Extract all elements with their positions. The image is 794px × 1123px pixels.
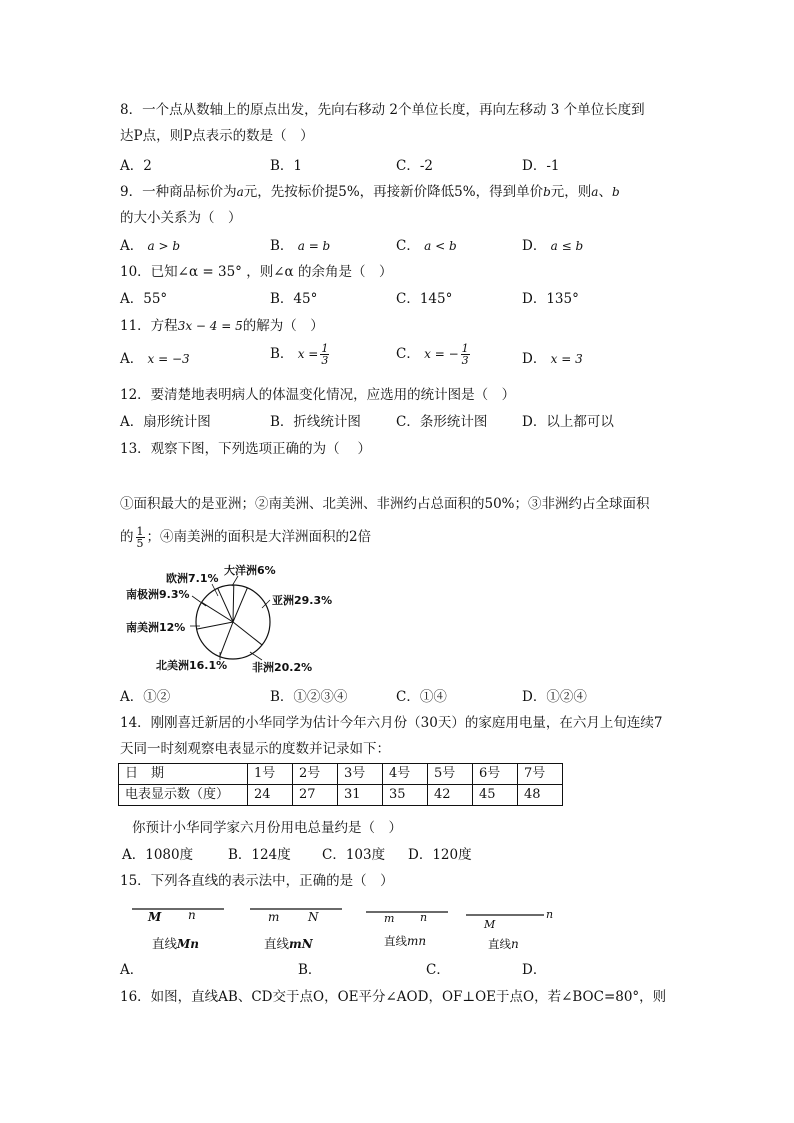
option-label: A． bbox=[120, 351, 144, 367]
option-expr: x = − bbox=[424, 347, 459, 361]
question-10: 10．已知∠α = 35° ，则∠α 的余角是（ ） bbox=[120, 264, 393, 280]
point-label: n bbox=[420, 911, 428, 924]
fraction-denominator: 3 bbox=[461, 354, 469, 367]
option-c[interactable]: C．-2 bbox=[396, 158, 433, 174]
table-header-reading: 电表显示数（度） bbox=[119, 785, 248, 806]
table-cell-reading: 27 bbox=[293, 785, 338, 806]
pie-slice-boundary-south-america bbox=[197, 622, 233, 629]
pie-slice-boundary-asia bbox=[233, 588, 247, 622]
q9-text-b: 元，先按标价提5%，再接新价降低5%，得到单价 bbox=[243, 184, 544, 200]
table-cell-day: 1号 bbox=[248, 764, 293, 785]
option-a[interactable]: A．①② bbox=[120, 689, 171, 705]
option-label: D． bbox=[522, 238, 547, 254]
figure-caption bbox=[384, 933, 426, 949]
table-cell-reading: 48 bbox=[518, 785, 563, 806]
option-b[interactable]: B．折线统计图 bbox=[270, 414, 361, 430]
option-d[interactable]: D．①②④ bbox=[522, 689, 587, 705]
option-d[interactable]: D． bbox=[522, 962, 547, 978]
fraction bbox=[320, 343, 329, 366]
pie-label-oceania: 大洋洲6% bbox=[224, 564, 276, 577]
table-cell-reading: 35 bbox=[383, 785, 428, 806]
option-expr: x = 3 bbox=[550, 352, 583, 366]
caption-text: 直线 bbox=[488, 937, 511, 951]
point-label: n bbox=[546, 908, 554, 921]
option-label: A． bbox=[120, 238, 144, 254]
table-header-date: 日 期 bbox=[119, 764, 248, 785]
question-14-prompt: 你预计小华同学家六月份用电总量约是（ ） bbox=[132, 820, 402, 836]
option-c[interactable] bbox=[396, 343, 472, 366]
table-cell-day: 5号 bbox=[428, 764, 473, 785]
line-icon bbox=[130, 902, 230, 922]
question-13: 13．观察下图，下列选项正确的为（ ） bbox=[120, 441, 371, 457]
fraction bbox=[136, 526, 145, 549]
option-d[interactable]: D．以上都可以 bbox=[522, 414, 614, 430]
q9-var-a: a bbox=[236, 185, 244, 199]
caption-text: 直线 bbox=[384, 934, 407, 948]
q9-text-a: 9．一种商品标价为 bbox=[120, 184, 237, 200]
option-a[interactable] bbox=[120, 349, 190, 369]
pie-leader-africa bbox=[250, 652, 262, 660]
fraction bbox=[461, 343, 470, 366]
q9-var-a2: a bbox=[591, 185, 599, 199]
question-9 bbox=[120, 182, 680, 228]
q11-text-b: 的解为（ ） bbox=[242, 318, 324, 334]
option-expr: a = b bbox=[297, 239, 331, 253]
pie-label-north-america: 北美洲16.1% bbox=[156, 659, 228, 672]
table-cell-day: 2号 bbox=[293, 764, 338, 785]
question-14-line1: 14．刚刚喜迁新居的小华同学为估计今年六月份（30天）的家庭用电量，在六月上旬连续7 bbox=[120, 715, 663, 731]
option-b[interactable]: B．1 bbox=[270, 158, 303, 174]
table-cell-reading: 24 bbox=[248, 785, 293, 806]
question-13-options bbox=[120, 687, 680, 707]
pie-label-europe: 欧洲7.1% bbox=[166, 572, 219, 585]
q9-var-b: b bbox=[543, 185, 551, 199]
option-label: B． bbox=[270, 346, 294, 362]
table-cell-reading: 45 bbox=[473, 785, 518, 806]
pie-label-asia: 亚洲29.3% bbox=[272, 594, 333, 607]
point-label: M bbox=[484, 918, 496, 931]
option-c[interactable]: C． bbox=[426, 962, 450, 978]
point-label: n bbox=[188, 908, 196, 922]
question-11 bbox=[120, 316, 680, 336]
table-cell-reading: 31 bbox=[338, 785, 383, 806]
option-c[interactable]: C．103度 bbox=[322, 847, 386, 863]
option-expr: a > b bbox=[147, 239, 181, 253]
point-label: N bbox=[308, 910, 319, 924]
question-12: 12．要清楚地表明病人的体温变化情况，应选用的统计图是（ ） bbox=[120, 387, 516, 403]
caption-var: mn bbox=[407, 934, 427, 948]
caption-var: n bbox=[511, 937, 519, 951]
q9-var-b2: b bbox=[611, 185, 620, 199]
q13-prefix: 的 bbox=[120, 529, 134, 545]
table-row bbox=[119, 764, 563, 785]
table-row bbox=[119, 785, 563, 806]
option-label: B． bbox=[270, 238, 294, 254]
table-cell-reading: 42 bbox=[428, 785, 473, 806]
option-expr: a ≤ b bbox=[550, 239, 584, 253]
question-16: 16．如图，直线AB、CD交于点O，OE平分∠AOD，OF⊥OE于点O，若∠BOC=80°，则 bbox=[120, 989, 667, 1005]
pie-leader-europe bbox=[212, 584, 218, 596]
fraction-numerator: 1 bbox=[461, 342, 469, 355]
line-figure-d[interactable] bbox=[464, 908, 564, 952]
question-8 bbox=[120, 100, 680, 146]
option-c[interactable]: C．145° bbox=[396, 291, 453, 307]
option-d[interactable] bbox=[522, 349, 583, 369]
q13-suffix: ；④南美洲的面积是大洋洲面积的2倍 bbox=[146, 529, 372, 545]
line-figure-c[interactable] bbox=[364, 906, 454, 950]
caption-text: 直线 bbox=[152, 936, 178, 951]
option-a[interactable]: A．1080度 bbox=[122, 847, 194, 863]
table-cell-day: 6号 bbox=[473, 764, 518, 785]
line-icon bbox=[364, 906, 454, 922]
pie-label-africa: 非洲20.2% bbox=[252, 661, 313, 674]
q11-text-a: 11．方程 bbox=[120, 318, 178, 334]
question-14-line2: 天同一时刻观察电表显示的度数并记录如下： bbox=[120, 741, 390, 757]
question-15-options bbox=[120, 960, 680, 980]
option-b[interactable]: B．45° bbox=[270, 291, 318, 307]
table-cell-day: 4号 bbox=[383, 764, 428, 785]
option-expr: a < b bbox=[424, 239, 457, 253]
option-expr: x = −3 bbox=[147, 352, 190, 366]
figure-caption bbox=[152, 934, 199, 952]
option-c[interactable]: C．①④ bbox=[396, 689, 447, 705]
pie-leader-antarctica bbox=[192, 596, 206, 606]
question-9-line1 bbox=[120, 182, 680, 202]
point-label: M bbox=[148, 910, 162, 924]
table-cell-day: 3号 bbox=[338, 764, 383, 785]
caption-text: 直线 bbox=[264, 936, 290, 951]
question-9-line2: 的大小关系为（ ） bbox=[120, 210, 242, 226]
option-a[interactable]: A． bbox=[120, 962, 144, 978]
question-12-options bbox=[120, 412, 680, 432]
figure-caption bbox=[264, 934, 313, 952]
line-figure-a[interactable] bbox=[130, 902, 230, 950]
option-b[interactable]: B．①②③④ bbox=[270, 689, 348, 705]
question-11-options bbox=[120, 342, 680, 375]
option-label: D． bbox=[522, 351, 547, 367]
option-label: C． bbox=[396, 346, 420, 362]
line-icon bbox=[464, 908, 548, 924]
option-c[interactable]: C．条形统计图 bbox=[396, 414, 488, 430]
option-a[interactable] bbox=[120, 236, 180, 256]
point-label: m bbox=[384, 912, 395, 925]
question-8-line1: 8．一个点从数轴上的原点出发，先向右移动 2个单位长度，再向左移动 3 个单位长度到 bbox=[120, 102, 645, 118]
option-expr: x = bbox=[297, 347, 319, 361]
question-15: 15．下列各直线的表示法中，正确的是（ ） bbox=[120, 873, 394, 889]
option-d[interactable]: D．135° bbox=[522, 291, 579, 307]
fraction-denominator: 3 bbox=[321, 354, 329, 367]
q11-equation: 3x − 4 = 5 bbox=[177, 319, 243, 333]
point-label: m bbox=[268, 910, 280, 924]
figure-caption bbox=[488, 936, 519, 952]
line-figure-b[interactable] bbox=[248, 902, 348, 950]
pie-slice-boundary-north-america bbox=[220, 622, 233, 657]
option-b[interactable]: B． bbox=[298, 962, 322, 978]
table-cell-day: 7号 bbox=[518, 764, 563, 785]
option-c[interactable] bbox=[396, 236, 457, 256]
pie-label-south-america: 南美洲12% bbox=[126, 621, 186, 634]
meter-reading-table bbox=[118, 763, 563, 806]
option-b[interactable] bbox=[270, 236, 330, 256]
pie-label-antarctica: 南极洲9.3% bbox=[126, 588, 190, 601]
option-b[interactable] bbox=[270, 343, 331, 366]
option-d[interactable]: D．120度 bbox=[408, 847, 472, 863]
option-a[interactable]: A．55° bbox=[120, 291, 168, 307]
question-14 bbox=[120, 713, 680, 759]
option-a[interactable]: A．扇形统计图 bbox=[120, 414, 211, 430]
question-14-options bbox=[122, 845, 682, 865]
fraction-denominator: 5 bbox=[136, 537, 144, 550]
question-13-statements-line1: ①面积最大的是亚洲；②南美洲、北美洲、非洲约占总面积的50%；③非洲约占全球面积 bbox=[120, 496, 650, 512]
q9-text-c: 元，则 bbox=[550, 184, 592, 200]
caption-var: mN bbox=[289, 937, 313, 951]
option-d[interactable]: D．-1 bbox=[522, 158, 560, 174]
caption-var: Mn bbox=[177, 937, 200, 951]
line-icon bbox=[248, 902, 348, 922]
fraction-numerator: 1 bbox=[136, 525, 144, 538]
question-8-line2: 达P点，则P点表示的数是（ ） bbox=[120, 128, 314, 144]
option-label: C． bbox=[396, 238, 420, 254]
option-d[interactable] bbox=[522, 236, 583, 256]
pie-slice-boundary-africa bbox=[233, 622, 262, 645]
question-13-statements-line2 bbox=[120, 524, 680, 550]
question-8-options bbox=[120, 156, 680, 176]
continent-area-pie-chart bbox=[120, 556, 370, 682]
q9-sep: 、 bbox=[598, 184, 612, 200]
question-10-options bbox=[120, 289, 680, 309]
pie-slice-boundary-oceania bbox=[233, 585, 234, 622]
option-a[interactable]: A．2 bbox=[120, 158, 152, 174]
option-b[interactable]: B．124度 bbox=[228, 847, 291, 863]
fraction-numerator: 1 bbox=[321, 342, 329, 355]
question-9-options bbox=[120, 236, 680, 256]
